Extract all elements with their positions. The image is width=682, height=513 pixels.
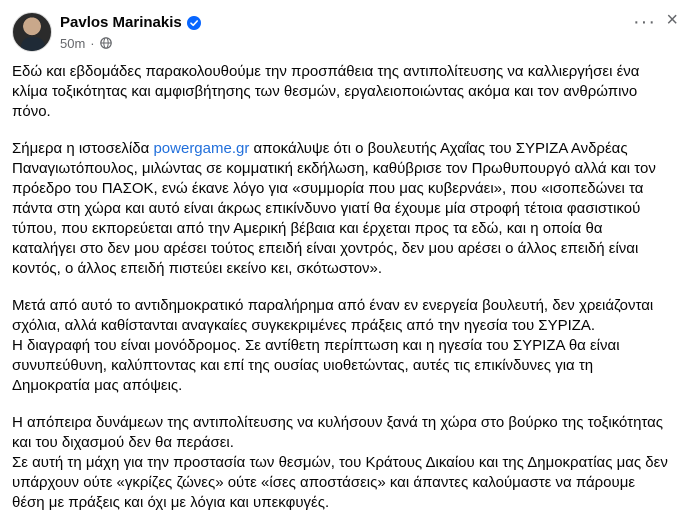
paragraph-1: Εδώ και εβδομάδες παρακολουθούμε την προσπάθεια της αντιπολίτευσης να καλλιεργήσει ένα κλίμα τοξικότητας και αμφισβήτησης των θεσμών, εργαλειοποιώντας ακόμα και τον ανθρώπινο πόνο. xyxy=(12,63,640,120)
paragraph-2-rest: αποκάλυψε ότι ο βουλευτής Αχαΐας του ΣΥΡΙΖΑ Ανδρέας Παναγιωτόπουλος, μιλώντας σε κομματική εκδήλωση, καθύβρισε τον Πρωθυπουργό αλλά και τον πρόεδρο του ΠΑΣΟΚ, ενώ έκανε λόγο για «συμμορία που μας κυβερνάει», που «ισοπεδώνει τα πάντα στη χώρα και αυτό είναι άκρως επικίνδυνο γιατί θα έχουμε μία στροφή τέτοια φασιστικού τύπου, που εκπορεύεται από την Αμερική βέβαια και έρχεται προς τα εδώ, και η οποία θα καταλήγει στο δεν μου αρέσει τούτος επειδή είναι χοντρός, δεν μου αρέσει ο άλλος επειδή είναι κοντός, ο άλλος επειδή πιστεύει εκείνο κει, σκότωστον». xyxy=(12,140,656,277)
more-options-icon[interactable]: ··· xyxy=(633,11,656,33)
paragraph-5: Η απόπειρα δυνάμεων της αντιπολίτευσης να κυλήσουν ξανά τη χώρα στο βούρκο της τοξικότητας και του διχασμού δεν θα περάσει. xyxy=(12,414,664,451)
paragraph-4: Η διαγραφή του είναι μονόδρομος. Σε αντίθετη περίπτωση και η ηγεσία του ΣΥΡΙΖΑ θα είναι συνυπεύθυνη, καλύπτοντας και επί της ουσίας υιοθετώντας, αυτές τις επικίνδυνες για τη Δημοκρατία μας απόψεις. xyxy=(12,337,620,394)
post-subline xyxy=(60,35,201,51)
author-row xyxy=(60,13,201,32)
author-name[interactable]: Pavlos Marinakis xyxy=(60,14,182,31)
paragraph-6: Σε αυτή τη μάχη για την προστασία των θεσμών, του Κράτους Δικαίου και της Δημοκρατίας μας δεν υπάρχουν ούτε «γκρίζες ζώνες» ούτε «ίσες αποστάσεις» και άπαντες καλούμαστε να πάρουμε θέση με πράξεις και όχι με λόγια και υπεκφυγές. xyxy=(12,454,668,511)
paragraph-2-start: Σήμερα η ιστοσελίδα xyxy=(12,140,154,157)
paragraph-3: Μετά από αυτό το αντιδημοκρατικό παραλήρημα από έναν εν ενεργεία βουλευτή, δεν χρειάζονται σχόλια, αλλά καθίστανται αναγκαίες συγκεκριμένες πράξεις από την ηγεσία του ΣΥΡΙΖΑ. xyxy=(12,297,654,334)
powergame-link[interactable]: powergame.gr xyxy=(153,140,250,157)
post-time[interactable]: 50m xyxy=(60,35,86,51)
post-meta xyxy=(60,13,201,51)
paragraph-2 xyxy=(12,139,670,279)
verified-badge-icon xyxy=(187,16,201,30)
separator-dot: · xyxy=(90,35,95,51)
close-icon[interactable]: × xyxy=(666,9,678,31)
post-body xyxy=(12,62,670,513)
globe-icon[interactable] xyxy=(100,37,112,49)
post-header xyxy=(12,12,201,52)
avatar[interactable] xyxy=(12,12,52,52)
